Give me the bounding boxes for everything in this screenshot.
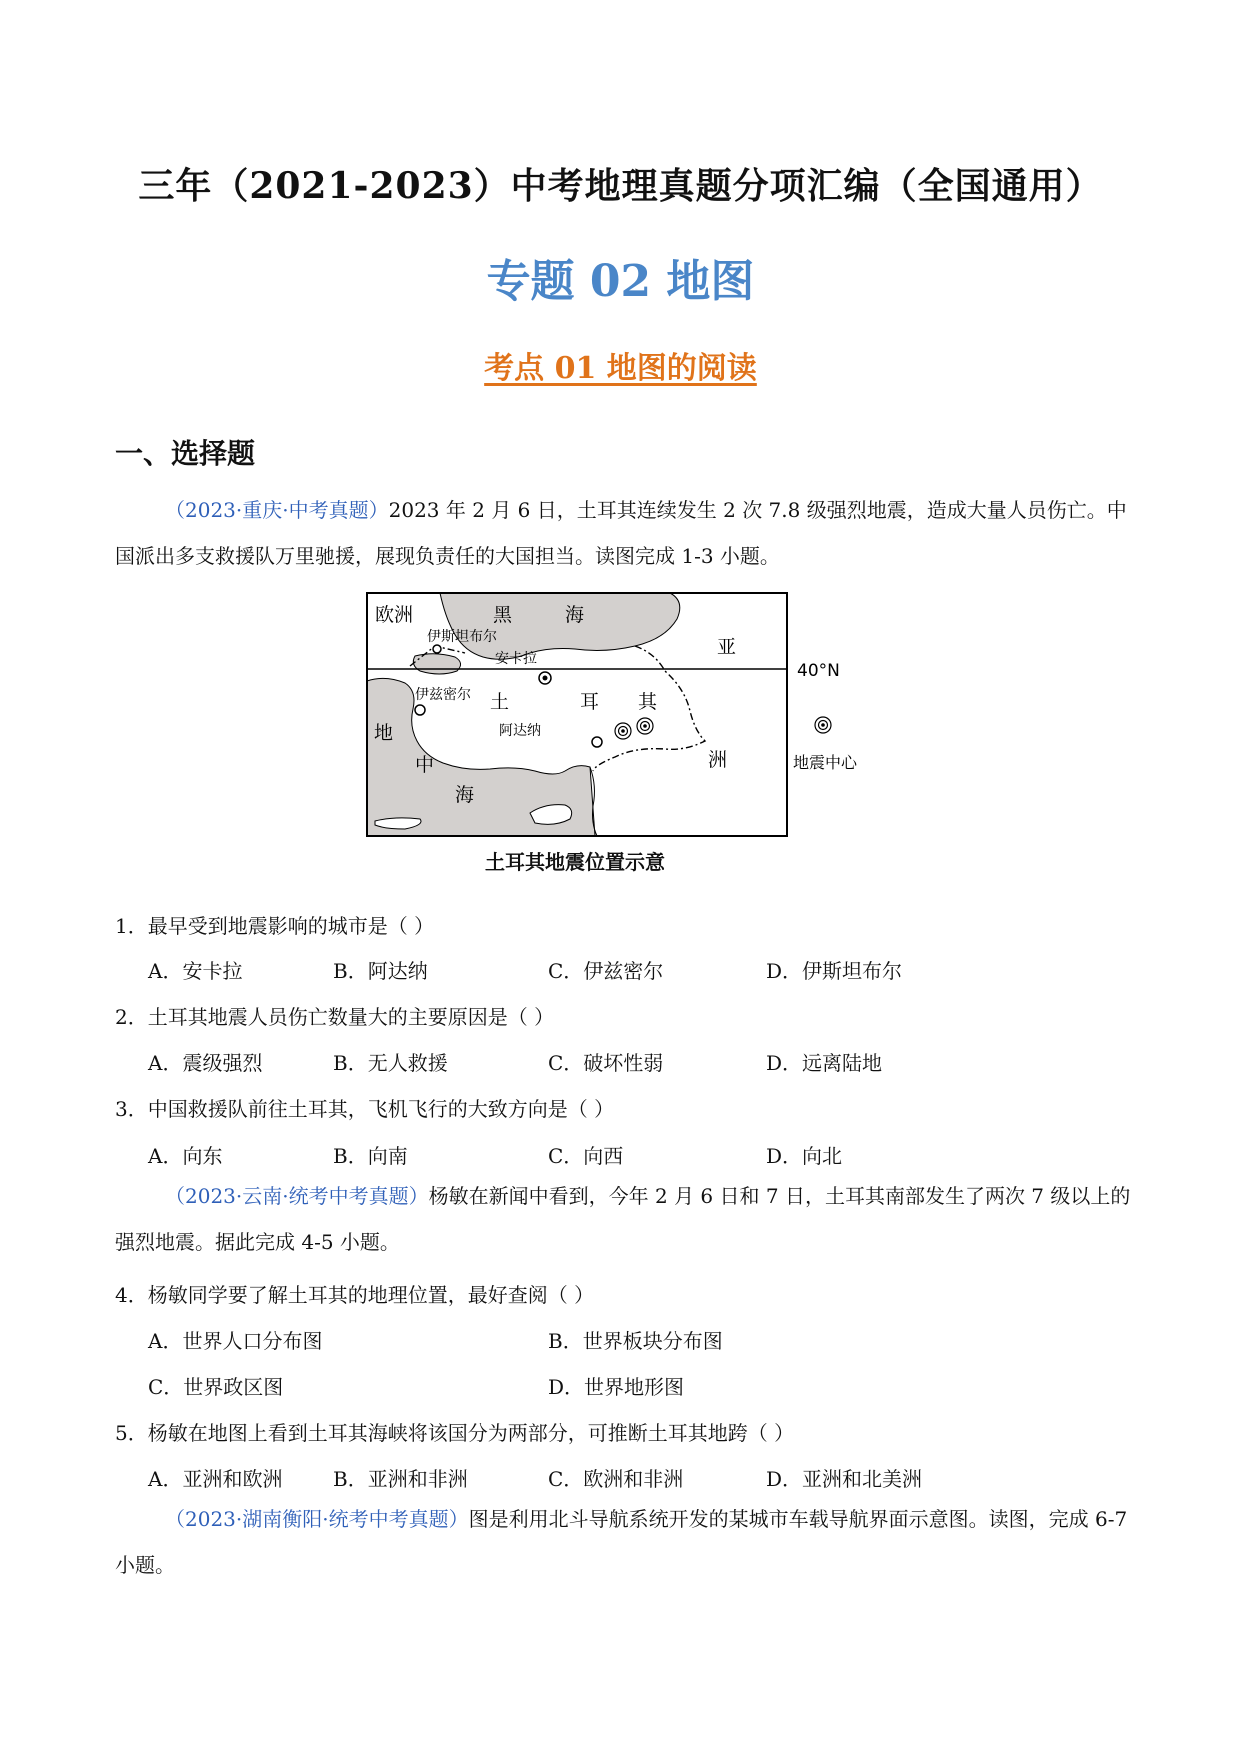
label-er: 耳	[580, 691, 600, 713]
q2-option-d: D．远离陆地	[766, 1051, 883, 1075]
intro-text: 杨敏在新闻中看到，今年 2 月 6 日和 7 日，土耳其南部发生了两次 7 级以上的强烈地震。据此完成 4-5 小题。	[115, 1184, 1131, 1254]
intro-text: 2023 年 2 月 6 日，土耳其连续发生 2 次 7.8 级强烈地震，造成大量人员伤亡。中国派出多支救援队万里驰援，展现负责任的大国担当。读图完成 1-3 小题。	[115, 498, 1127, 568]
intro-paragraph-1	[115, 487, 1131, 579]
question-5: 5．杨敏在地图上看到土耳其海峡将该国分为两部分，可推断土耳其地跨（ ）	[115, 1421, 795, 1445]
q1-option-a: A．安卡拉	[148, 959, 243, 983]
q5-option-c: C．欧洲和非洲	[548, 1467, 684, 1491]
marmara-sea-shape	[413, 654, 460, 674]
izmir-marker	[415, 705, 425, 715]
legend-epicenter-icon	[815, 717, 831, 733]
label-zhong: 中	[415, 754, 435, 776]
section-title: 一、选择题	[115, 437, 256, 470]
question-3: 3．中国救援队前往土耳其，飞机飞行的大致方向是（ ）	[115, 1097, 615, 1121]
intro-paragraph-2	[115, 1173, 1131, 1265]
istanbul-marker	[433, 645, 441, 653]
label-hai-2: 海	[455, 784, 475, 806]
q3-option-a: A．向东	[148, 1144, 223, 1168]
q3-option-c: C．向西	[548, 1144, 624, 1168]
label-di: 地	[374, 722, 394, 744]
q4-option-a: A．世界人口分布图	[148, 1329, 323, 1353]
label-sea-1: 海	[565, 604, 585, 626]
source-tag: （2023·湖南衡阳·统考中考真题）	[165, 1507, 469, 1531]
kaodian-title-text: 考点 01 地图的阅读	[484, 351, 757, 386]
q5-option-d: D．亚洲和北美洲	[766, 1467, 923, 1491]
label-asia-1: 亚	[717, 636, 737, 658]
q1-option-c: C．伊兹密尔	[548, 959, 664, 983]
source-tag: （2023·重庆·中考真题）	[165, 498, 389, 522]
label-adana: 阿达纳	[499, 723, 541, 739]
q1-option-b: B．阿达纳	[333, 959, 428, 983]
turkey-earthquake-map	[365, 591, 865, 881]
label-zhou: 洲	[708, 749, 728, 771]
q2-option-a: A．震级强烈	[148, 1051, 263, 1075]
adana-marker	[592, 737, 602, 747]
label-black: 黑	[493, 604, 513, 626]
label-tu: 土	[490, 691, 510, 713]
q1-option-d: D．伊斯坦布尔	[766, 959, 903, 983]
question-1: 1．最早受到地震影响的城市是（ ）	[115, 914, 435, 938]
question-4: 4．杨敏同学要了解土耳其的地理位置，最好查阅（ ）	[115, 1283, 595, 1307]
q3-option-d: D．向北	[766, 1144, 843, 1168]
label-europe: 欧洲	[375, 604, 414, 626]
topic-title: 专题 02 地图	[486, 256, 755, 307]
label-qi: 其	[638, 691, 658, 713]
map-caption: 土耳其地震位置示意	[485, 850, 665, 874]
label-ankara: 安卡拉	[495, 651, 537, 667]
q3-option-b: B．向南	[333, 1144, 408, 1168]
q4-option-d: D．世界地形图	[548, 1375, 685, 1399]
q2-option-c: C．破坏性弱	[548, 1051, 664, 1075]
q2-option-b: B．无人救援	[333, 1051, 448, 1075]
main-title: 三年（2021-2023）中考地理真题分项汇编（全国通用）	[138, 165, 1103, 207]
label-latitude: 40°N	[797, 661, 840, 681]
q4-option-c: C．世界政区图	[148, 1375, 284, 1399]
question-2: 2．土耳其地震人员伤亡数量大的主要原因是（ ）	[115, 1005, 555, 1029]
label-legend: 地震中心	[793, 753, 858, 772]
label-istanbul: 伊斯坦布尔	[427, 629, 497, 645]
q4-option-b: B．世界板块分布图	[548, 1329, 723, 1353]
label-izmir: 伊兹密尔	[415, 687, 471, 703]
kaodian-title	[0, 343, 1241, 387]
q5-option-b: B．亚洲和非洲	[333, 1467, 468, 1491]
source-tag: （2023·云南·统考中考真题）	[165, 1184, 429, 1208]
intro-paragraph-3	[115, 1496, 1131, 1588]
q5-option-a: A．亚洲和欧洲	[148, 1467, 283, 1491]
intro-text: 图是利用北斗导航系统开发的某城市车载导航界面示意图。读图，完成 6-7 小题。	[115, 1507, 1128, 1577]
